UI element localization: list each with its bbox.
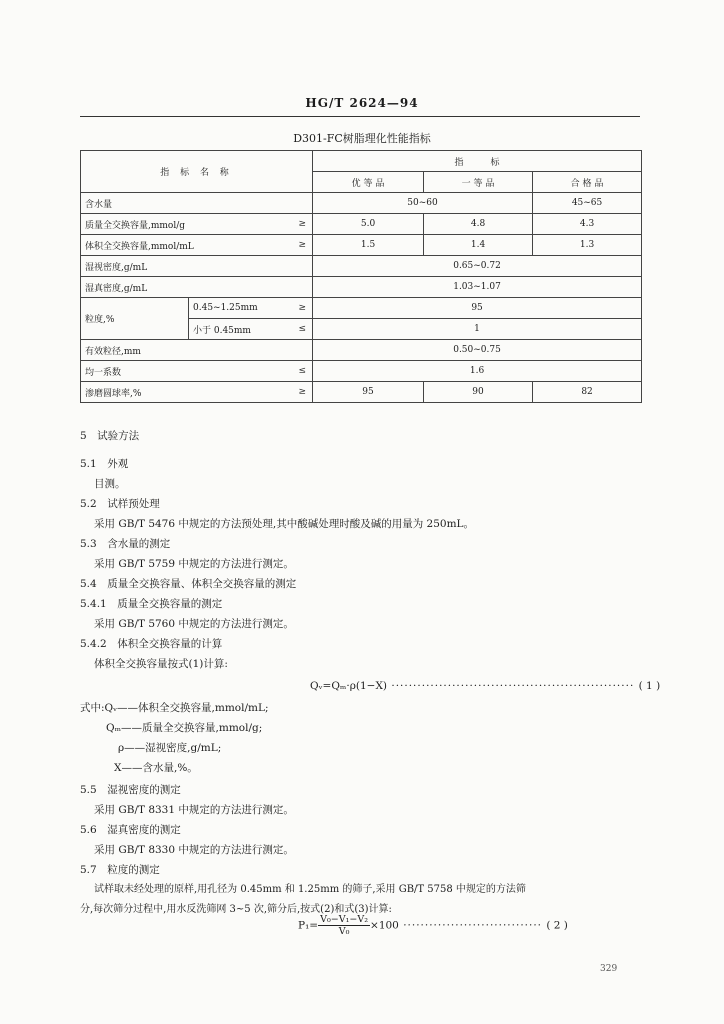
table-row: 小于 0.45mm ≤ 1 — [81, 319, 642, 340]
subsection-heading: 5.6 湿真密度的测定 — [80, 824, 181, 836]
table-row: 渗磨圆球率,% ≥ 95 90 82 — [81, 382, 642, 403]
table-row: 湿视密度,g/mL 0.65~0.72 — [81, 256, 642, 277]
subsection-heading: 5.7 粒度的测定 — [80, 864, 160, 876]
grade-header: 优 等 品 — [313, 172, 424, 193]
grade-header: 一 等 品 — [424, 172, 533, 193]
page-number: 329 — [600, 964, 618, 974]
paragraph: 采用 GB/T 8331 中规定的方法进行测定。 — [94, 804, 294, 816]
paragraph: 采用 GB/T 8330 中规定的方法进行测定。 — [94, 844, 294, 856]
table-row: 均一系数 ≤ 1.6 — [81, 361, 642, 382]
where-clause: X——含水量,%。 — [114, 762, 198, 774]
equation-1: Qᵥ=Qₘ·ρ(1−X) ························································ ( 1 ) — [310, 680, 661, 692]
paragraph: 体积全交换容量按式(1)计算: — [94, 658, 228, 670]
standard-header: HG/T 2624—94 — [305, 96, 419, 110]
section-heading: 5 试验方法 — [80, 430, 140, 442]
grade-header: 合 格 品 — [533, 172, 642, 193]
paragraph: 采用 GB/T 5476 中规定的方法预处理,其中酸碱处理时酸及碱的用量为 250mL。 — [94, 518, 475, 530]
leader-dots: ································ — [398, 919, 547, 932]
subsection-heading: 5.2 试样预处理 — [80, 498, 160, 510]
table-header-item: 指 标 名 称 — [81, 151, 313, 193]
subsection-heading: 5.1 外观 — [80, 458, 129, 470]
subsection-heading: 5.4 质量全交换容量、体积全交换容量的测定 — [80, 578, 297, 590]
subsection-heading: 5.4.1 质量全交换容量的测定 — [80, 598, 223, 610]
table-row: 质量全交换容量,mmol/g ≥ 5.0 4.8 4.3 — [81, 214, 642, 235]
table-header-index: 指 标 — [313, 151, 642, 172]
table-row: 有效粒径,mm 0.50~0.75 — [81, 340, 642, 361]
paragraph: 目测。 — [94, 478, 126, 490]
table-row: 粒度,% 0.45~1.25mm ≥ 95 — [81, 298, 642, 319]
leader-dots: ························································ — [387, 680, 639, 692]
paragraph: 分,每次筛分过程中,用水反洗筛网 3~5 次,筛分后,按式(2)和式(3)计算: — [80, 904, 392, 915]
subsection-heading: 5.3 含水量的测定 — [80, 538, 171, 550]
where-clause: ρ——湿视密度,g/mL; — [118, 742, 222, 754]
equation-2: P₁= $\frac{\text{V₀−V₁−V₂}}{\text{V₀}}$ ×100 ································ ( 2 ) — [298, 914, 568, 937]
table-title: D301-FC树脂理化性能指标 — [293, 132, 431, 145]
paragraph: 试样取未经处理的原样,用孔径为 0.45mm 和 1.25mm 的筛子,采用 GB/T 5758 中规定的方法筛 — [94, 884, 526, 895]
table-row: 湿真密度,g/mL 1.03~1.07 — [81, 277, 642, 298]
table-row: 含水量 50~60 45~65 — [81, 193, 642, 214]
fraction: $\frac{\text{V₀−V₁−V₂}}{\text{V₀}}$ — [320, 914, 369, 937]
where-clause: Qₘ——质量全交换容量,mmol/g; — [106, 722, 263, 734]
spec-table — [80, 150, 642, 403]
paragraph: 采用 GB/T 5760 中规定的方法进行测定。 — [94, 618, 294, 630]
where-clause: 式中:Qᵥ——体积全交换容量,mmol/mL; — [80, 702, 269, 714]
header-rule — [80, 116, 640, 117]
subsection-heading: 5.4.2 体积全交换容量的计算 — [80, 638, 223, 650]
table-row: 体积全交换容量,mmol/mL ≥ 1.5 1.4 1.3 — [81, 235, 642, 256]
paragraph: 采用 GB/T 5759 中规定的方法进行测定。 — [94, 558, 294, 570]
subsection-heading: 5.5 湿视密度的测定 — [80, 784, 181, 796]
